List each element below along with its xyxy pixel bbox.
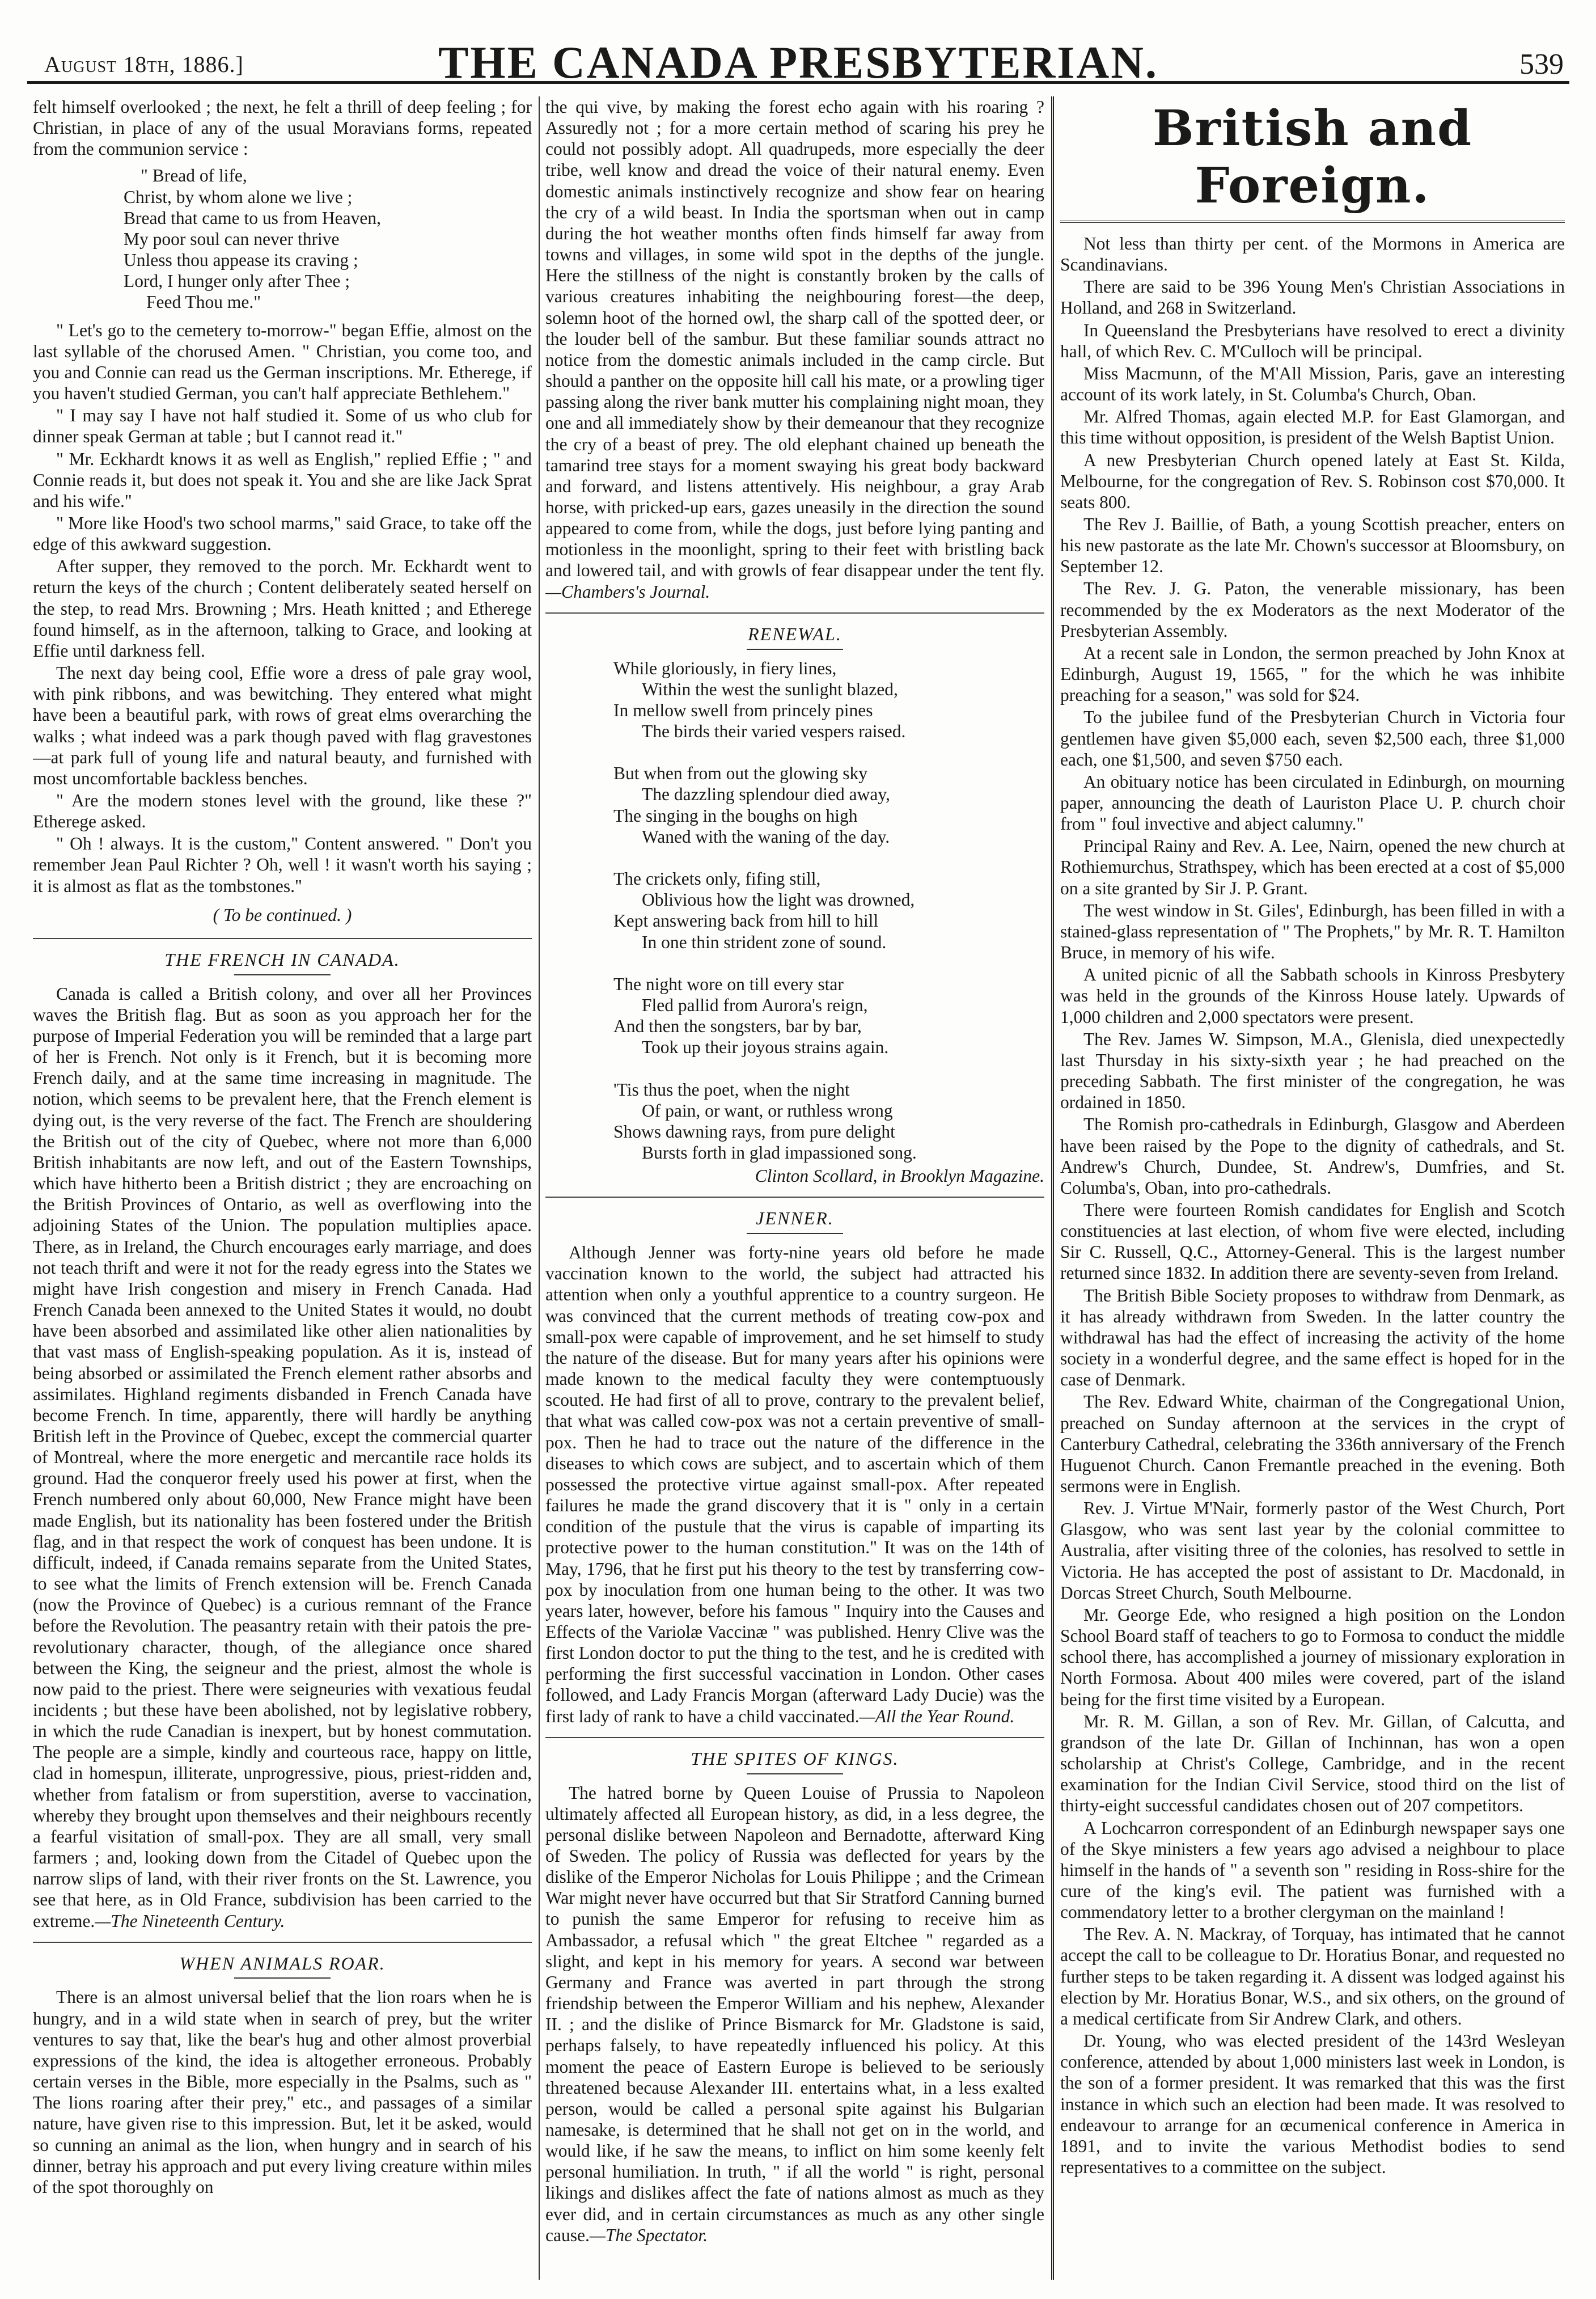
page-number: 539 [1519, 48, 1564, 81]
verse-line: Waned with the waning of the day. [642, 826, 890, 847]
heading-french-in-canada: THE FRENCH IN CANADA. [164, 949, 400, 970]
verse-line: Oblivious how the light was drowned, [642, 890, 915, 910]
verse-line: Kept answering back from hill to hill [613, 911, 879, 931]
section-divider [545, 1737, 1044, 1738]
verse-line [545, 742, 1044, 763]
news-item: The Rev J. Baillie, of Bath, a young Scottish preacher, enters on his new pastorate as the late Mr. Chown's successor at Bloomsbury, on September 12. [1060, 514, 1565, 577]
verse-line: Lord, I hunger only after Thee ; [124, 271, 350, 291]
heading-rule [747, 649, 843, 650]
news-item: The Rev. James W. Simpson, M.A., Glenisla, died unexpectedly last Thursday in his sixty-sixth year ; he had preached on the preceding Sabbath. The first minister of the congregation, he was ordained in 1850. [1060, 1029, 1565, 1113]
verse-line: The night wore on till every star [613, 974, 844, 994]
verse-line: Fled pallid from Aurora's reign, [642, 995, 868, 1015]
article-source: —All the Year Round. [859, 1706, 1015, 1726]
heading-renewal: RENEWAL. [748, 623, 842, 644]
column-rule-2 [1051, 96, 1055, 2280]
verse-line: In mellow swell from princely pines [613, 700, 873, 720]
heading-spites-of-kings: THE SPITES OF KINGS. [691, 1748, 899, 1769]
british-and-foreign-title: British and Foreign. [1152, 100, 1473, 215]
story-paragraph: " Mr. Eckhardt knows it as well as English," replied Effie ; " and Connie reads it, but does not speak it. You and she are like Jack Sprat and his wife." [33, 449, 532, 511]
news-item: Mr. George Ede, who resigned a high position on the London School Board staff of teachers to go to Formosa to conduct the middle school there, has accomplished a journey of missionary exploration in North Formosa. About 400 miles were covered, part of the island being for the first time visited by a European. [1060, 1604, 1565, 1709]
story-paragraph: After supper, they removed to the porch. Mr. Eckhardt went to return the keys of the church ; Content deliberately seated herself on the step, to read Mrs. Browning ; Mrs. Heath knitted ; and Etherege found himself, as in the afternoon, talking to Grace, and looking at Effie until darkness fell. [33, 556, 532, 661]
news-item: The Rev. Edward White, chairman of the Congregational Union, preached on Sunday afternoon at the services in the crypt of Canterbury Cathedral, celebrating the 336th anniversary of the French Huguenot Church. Canon Fremantle preached in the evening. Both sermons were in English. [1060, 1392, 1565, 1496]
story-paragraph: " Are the modern stones level with the ground, like these ?" Etherege asked. [33, 791, 532, 832]
article-text: Although Jenner was forty-nine years old before he made vaccination known to the world, the subject had attracted his attention when only a youthful apprentice to a country surgeon. He was convinced that the current methods of treating cow-pox and small-pox were capable of improvement, and he set himself to study the nature of the disease. But for many years after his opinions were made known to the medical faculty they were contemptuously scouted. He had first of all to prove, contrary to the prevalent belief, that what was called cow-pox was not a certain preventive of small-pox. Then he had to trace out the nature of the difference in the diseases to which cows are subject, and to ascertain which of them possessed the protective virtue against small-pox. After repeated failures he made the grand discovery that it is " only in a certain condition of the pustule that the virus is capable of imparting its protective power to the human constitution." It was on the 14th of May, 1796, that he first put his theory to the test by transferring cow-pox by inoculation from one human being to the other. It was two years later, however, before his famous " Inquiry into the Causes and Effects of the Variolæ Vaccinæ " was published. Henry Clive was the first London doctor to put the thing to the test, and he is credited with performing the first successful vaccination in London. Other cases followed, and Lady Francis Morgan (afterward Lady Ducie) was the first lady of rank to have a child vaccinated. [545, 1243, 1044, 1726]
news-item: Dr. Young, who was elected president of the 143rd Wesleyan conference, attended by about 1,000 ministers last week in London, is the son of a former president. It was remarked that this was the first instance in which such an election had been made. It was resolved to endeavour to arrange for an œcumenical conference in America in 1891, and to invite the various Methodist bodies to send representatives to a committee on the subject. [1060, 2031, 1565, 2177]
news-item: The Romish pro-cathedrals in Edinburgh, Glasgow and Aberdeen have been raised by the Pope to the dignity of cathedrals, and St. Andrew's Church, Dundee, St. Andrew's, Dumfries, and St. Columba's, Oban, into pro-cathedrals. [1060, 1114, 1565, 1198]
poem-source: Clinton Scollard, in Brooklyn Magazine. [755, 1166, 1044, 1186]
verse-line: Unless thou appease its craving ; [124, 250, 358, 271]
story-paragraph: " Let's go to the cemetery to-morrow-" began Effie, almost on the last syllable of the chorused Amen. " Christian, you come too, and you and Connie can read us the German inscriptions. Mr. Etherege, if you haven't studied German, you can't half appreciate Bethlehem." [33, 320, 532, 404]
verse-line: My poor soul can never thrive [124, 229, 340, 249]
verse-line: Within the west the sunlight blazed, [642, 679, 898, 699]
heading-rule [234, 1977, 331, 1979]
news-item: Rev. J. Virtue M'Nair, formerly pastor of the West Church, Port Glasgow, who was sent last year by the colonial committee to Australia, after visiting three of the colonies, has resolved to settle in Victoria. He has accepted the post of assistant to Dr. Macdonald, in Dorcas Street Church, South Melbourne. [1060, 1498, 1565, 1603]
masthead [27, 16, 1569, 88]
verse-line [545, 953, 1044, 974]
verse-line: Shows dawning rays, from pure delight [613, 1121, 895, 1142]
news-item: To the jubilee fund of the Presbyterian Church in Victoria four gentlemen have given $5,000 each, seven $2,500 each, three $1,000 each, one $1,500, and seven $750 each. [1060, 707, 1565, 770]
news-item: At a recent sale in London, the sermon preached by John Knox at Edinburgh, August 19, 1565, " for the which he was inhibite preaching for a season," was sold for $24. [1060, 643, 1565, 705]
story-paragraph: " Oh ! always. It is the custom," Content answered. " Don't you remember Jean Paul Richter ? Oh, well ! it wasn't worth his saying ; it is almost as flat as the tombstones." [33, 834, 532, 896]
news-item: Not less than thirty per cent. of the Mormons in America are Scandinavians. [1060, 233, 1565, 275]
news-item: An obituary notice has been circulated in Edinburgh, on mourning paper, announcing the death of Lauriston Place U. P. church choir from " foul invective and abject calumny." [1060, 771, 1565, 834]
column-1 [33, 96, 532, 2280]
newspaper-title: THE CANADA PRESBYTERIAN. [438, 38, 1158, 88]
article-source: —The Spectator. [589, 2225, 708, 2245]
story-paragraph: " More like Hood's two school marms," said Grace, to take off the edge of this awkward suggestion. [33, 513, 532, 555]
news-item: A united picnic of all the Sabbath schools in Kinross Presbytery was held in the grounds of the Kinross House lately. Upwards of 1,000 children and 2,000 spectators were present. [1060, 965, 1565, 1027]
news-item: The Rev. A. N. Mackray, of Torquay, has intimated that he cannot accept the call to be colleague to Dr. Horatius Bonar, and requested no further steps to be taken regarding it. A dissent was lodged against his election by Mr. Horatius Bonar, W.S., and six others, on the ground of a medical certificate from Sir Andrew Clark, and others. [1060, 1924, 1565, 2028]
heading-rule [747, 1773, 843, 1774]
heading-when-animals-roar: WHEN ANIMALS ROAR. [179, 1953, 386, 1973]
section-divider [33, 938, 532, 939]
article-when-animals-roar-continued [545, 96, 1044, 602]
verse-line: While gloriously, in fiery lines, [613, 658, 837, 678]
story-paragraph: felt himself overlooked ; the next, he felt a thrill of deep feeling ; for Christian, in place of any of the usual Moravians forms, repeated from the communion service : [33, 97, 532, 159]
news-item: Mr. R. M. Gillan, a son of Rev. Mr. Gillan, of Calcutta, and grandson of the late Dr. Gillan of Inchinnan, has won a open scholarship at Christ's College, Cambridge, and in the recent examination for the Indian Civil Service, stood third on the list of thirty-eight successful candidates chosen out of 207 competitors. [1060, 1711, 1565, 1816]
article-text: Canada is called a British colony, and over all her Provinces waves the British flag. But as soon as you approach her for the purpose of Imperial Federation you will be reminded that a large part of her is French. Not only is it French, but it is becoming more French daily, and at the same time increasing in magnitude. The notion, which seems to be prevalent here, that the French element is dying out, is the very reverse of the fact. The French are shouldering the British out of the city of Quebec, where not more than 6,000 British inhabitants are now left, and out of the Eastern Townships, which have hitherto been a British district ; they are encroaching on the British Provinces of Ontario, as well as overflowing into the adjoining States of the Union. The population multiplies apace. There, as in Ireland, the Church encourages early marriage, and does not teach thrift and were it not for the ready egress into the States we might have Irish congestion and misery in French Canada. Had French Canada been annexed to the United States it would, no doubt have been absorbed and assimilated like other alien nationalities by that vast mass of English-speaking population. As it is, instead of being absorbed or assimilated the French element rather absorbs and assimilates. Highland regiments disbanded in French Canada have become French. In time, apparently, there will hardly be anything British left in the Province of Quebec, except the commercial quarter of Montreal, where the more energetic and mercantile race holds its ground. Had the conqueror freely used his power at first, when the French numbered only about 60,000, New France might have been made English, but its nationality has been fostered under the British flag, and in that respect the work of conquest has been undone. It is difficult, indeed, if Canada remains separate from the United States, to see what the limits of French extension will be. French Canada (now the Province of Quebec) is a curious remnant of the France before the Revolution. The peasantry retain with their patois the pre-revolutionary character, though, of the allegiance once shared between the King, the seigneur and the priest, almost the whole is now paid to the priest. There were seigneuries with vexatious feudal incidents ; but these have been abolished, not by legislative robbery, in which the rude Canadian is inexpert, but by honest commutation. The people are a simple, kindly and courteous race, happy on little, clad in homespun, illiterate, unprogressive, pious, priest-ridden and, whether from fatalism or from superstition, averse to vaccination, whereby they brought upon themselves and their neighbours recently a fearful visitation of small-pox. They are all small, very small farmers ; and, looking down from the Citadel of Quebec upon the narrow slips of land, with their river fronts on the St. Lawrence, you see that here, as in Old France, subdivision has been carried to the extreme. [33, 983, 532, 1931]
article-when-animals-roar: There is an almost universal belief that the lion roars when he is hungry, and in a wild state when in search of prey, but the writer ventures to say that, like the bear's hug and other almost proverbial expressions of the kind, the idea is altogether erroneous. Probably certain verses in the Bible, more especially in the Psalms, such as " The lions roaring after their prey," etc., and passages of a similar nature, have given rise to this impression. But, let it be asked, would so cunning an animal as the lion, when hungry and in search of his dinner, betray his approach and put every living creature within miles of the spot thoroughly on [33, 1987, 532, 2197]
news-item: The west window in St. Giles', Edinburgh, has been filled in with a stained-glass representation of " The Prophets," by Mr. R. T. Hamilton Bruce, in memory of his wife. [1060, 900, 1565, 963]
story-paragraph: The next day being cool, Effie wore a dress of pale gray wool, with pink ribbons, and was bewitching. They entered what might have been a beautiful park, with rows of great elms overarching the walks ; what indeed was a park though paved with flag gravestones—at park full of young life and natural beauty, and furnished with most uncomfortable backless benches. [33, 663, 532, 788]
verse-line: The singing in the boughs on high [613, 805, 858, 826]
verse-line [545, 847, 1044, 868]
verse-line: But when from out the glowing sky [613, 763, 867, 784]
news-item: A Lochcarron correspondent of an Edinburgh newspaper says one of the Skye ministers a few years ago advised a neighbour to place himself in the hands of " a seventh son " residing in Ross-shire for the cure of the king's evil. The patient was furnished with a commendatory letter to a brother clergyman on the mainland ! [1060, 1818, 1565, 1922]
article-jenner [545, 1242, 1044, 1727]
verse-line: The birds their varied vespers raised. [642, 721, 906, 741]
news-item: The Rev. J. G. Paton, the venerable missionary, has been recommended by the ex Moderators as the next Moderator of the Presbyterian Assembly. [1060, 578, 1565, 641]
verse-line: The crickets only, fifing still, [613, 869, 821, 889]
heading-rule [234, 974, 331, 975]
section-divider [33, 1942, 532, 1943]
news-item: The British Bible Society proposes to withdraw from Denmark, as it has already withdrawn from Sweden. In the latter country the withdrawal has had the effect of increasing the activity of the home society in a wonderful degree, and the same effect is hoped for in the case of Denmark. [1060, 1285, 1565, 1390]
news-item: Mr. Alfred Thomas, again elected M.P. for East Glamorgan, and this time without opposition, is president of the Welsh Baptist Union. [1060, 407, 1565, 448]
verse-line: Christ, by whom alone we live ; [124, 187, 353, 207]
verse-line: " Bread of life, [141, 166, 247, 186]
title-rule [1060, 221, 1565, 223]
verse-line: Feed Thou me." [146, 292, 261, 312]
article-source: —The Nineteenth Century. [95, 1911, 285, 1931]
article-french-in-canada [33, 983, 532, 1932]
poem-renewal [545, 658, 1044, 1187]
news-item: There were fourteen Romish candidates for English and Scotch constituencies at last election, of whom five were elected, including Sir C. Russell, Q.C., Attorney-General. This is the largest number returned since 1832. In addition there are seventy-seven from Ireland. [1060, 1199, 1565, 1283]
column-2 [545, 96, 1044, 2280]
to-be-continued: ( To be continued. ) [213, 905, 352, 925]
news-item: In Queensland the Presbyterians have resolved to erect a divinity hall, of which Rev. C. M'Culloch will be principal. [1060, 320, 1565, 361]
article-spites-of-kings [545, 1782, 1044, 2246]
column-3 [1060, 96, 1565, 2280]
heading-jenner: JENNER. [756, 1208, 834, 1229]
article-text: the qui vive, by making the forest echo again with his roaring ? Assuredly not ; for a more certain method of scaring his prey he could not possibly adopt. All quadrupeds, more especially the deer tribe, well know and dread the voice of their natural enemy. Even domestic animals instinctively recognize and show fear on hearing the cry of a wild beast. In India the sportsman when out in camp during the hot weather months often finds himself far away from towns and villages, in some wild spot in the depths of the jungle. Here the stillness of the night is constantly broken by the calls of various creatures inhabiting the neighbouring forest—the deep, solemn hoot of the horned owl, the sharp call of the spotted deer, or the louder bell of the sambur. But these familiar sounds attract no notice from the domestic animals included in the camp circle. But should a panther on the opposite hill call his mate, or a prowling tiger passing along the river bank mutter his complaining night moan, they one and all immediately show by their demeanour that they recognize the cry of a beast of prey. The old elephant chained up beneath the tamarind tree stays for a moment swaying his great body backward and forward, and listens attentively. His neighbour, a gray Arab horse, with pricked-up ears, gazes uneasily in the direction the sound appeared to come from, while the dogs, just before lying panting and motionless in the moonlight, spring to their feet with bristling back and lowered tail, and with growls of fear disappear under the tent fly. [545, 97, 1044, 581]
issue-date: August 18th, 1886.] [44, 52, 244, 77]
verse-line: And then the songsters, bar by bar, [613, 1016, 862, 1037]
communion-verse [33, 165, 532, 312]
news-item: Miss Macmunn, of the M'All Mission, Paris, gave an interesting account of its work lately, in St. Columba's Church, Oban. [1060, 363, 1565, 405]
verse-line: The dazzling splendour died away, [642, 784, 890, 805]
column-rule-1 [539, 96, 540, 2280]
verse-line: Took up their joyous strains again. [642, 1037, 889, 1058]
section-divider [545, 612, 1044, 614]
verse-line [545, 1058, 1044, 1079]
news-item: A new Presbyterian Church opened lately at East St. Kilda, Melbourne, for the congregation of Rev. S. Robinson cost $70,000. It seats 800. [1060, 450, 1565, 512]
verse-line: Bread that came to us from Heaven, [124, 208, 381, 228]
section-divider [545, 1197, 1044, 1198]
verse-line: In one thin strident zone of sound. [642, 932, 887, 952]
verse-line: Bursts forth in glad impassioned song. [642, 1143, 917, 1163]
verse-line: Of pain, or want, or ruthless wrong [642, 1100, 893, 1121]
news-item: There are said to be 396 Young Men's Christian Associations in Holland, and 268 in Switzerland. [1060, 277, 1565, 318]
article-text: The hatred borne by Queen Louise of Prussia to Napoleon ultimately affected all European history, as did, in a less degree, the personal dislike between Napoleon and Bernadotte, afterward King of Sweden. The policy of Russia was deflected for years by the dislike of the Emperor Nicholas for Louis Philippe ; and the Crimean War might never have occurred but that Sir Stratford Canning burned to punish the same Emperor for refusing to receive him as Ambassador, a refusal which " the great Eltchee " regarded as a slight, and kept in his memory for years. A second war between Germany and France was averted in part through the strong friendship between the Emperor William and his nephew, Alexander II. ; and the dislike of Prince Bismarck for Mr. Gladstone is said, perhaps falsely, to have repeatedly influenced his policy. At this moment the peace of Eastern Europe is believed to be seriously threatened because Alexander III. entertains what, in a less exalted person, would be called a personal spite against his Bulgarian namesake, is determined that he shall not get on in the world, and would like, if he saw the means, to inflict on him some keenly felt personal humiliation. In truth, " if all the world " is right, personal likings and dislikes affect the fate of nations almost as much as they ever did, and in certain circumstances as much as any other single cause. [545, 1782, 1044, 2245]
heading-rule [747, 1233, 843, 1234]
news-item: Principal Rainy and Rev. A. Lee, Nairn, opened the new church at Rothiemurchus, Strathspey, which has been erected at a cost of $5,000 on a site granted by Sir J. P. Grant. [1060, 836, 1565, 898]
article-source: —Chambers's Journal. [545, 581, 710, 602]
story-paragraph: " I may say I have not half studied it. Some of us who club for dinner speak German at table ; but I cannot read it." [33, 405, 532, 447]
verse-line: 'Tis thus the poet, when the night [613, 1079, 850, 1100]
